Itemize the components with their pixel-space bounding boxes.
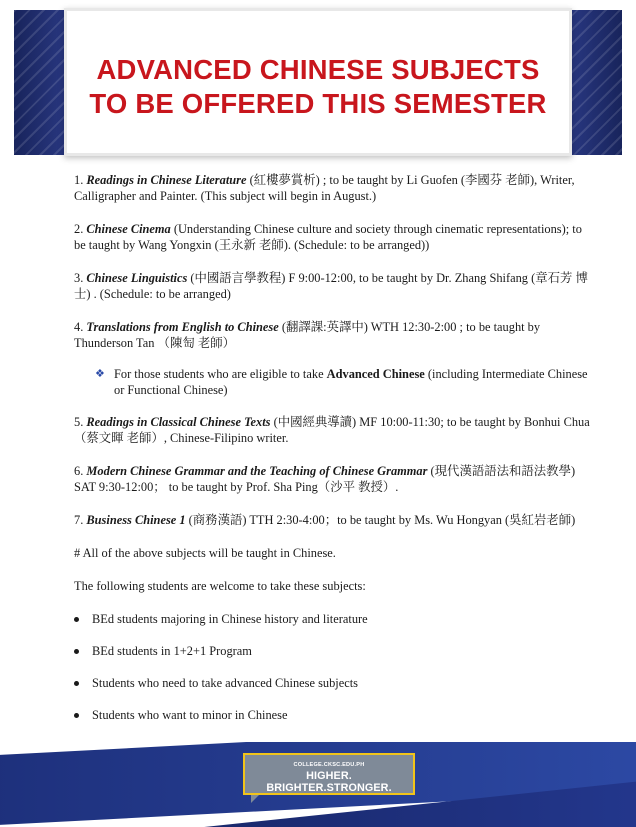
eligibility-note (95, 366, 594, 398)
list-item: BEd students majoring in Chinese history and literature (74, 611, 594, 627)
page-title-line2: TO BE OFFERED THIS SEMESTER (89, 88, 547, 119)
college-url: COLLEGE.CKSC.EDU.PH (293, 762, 365, 768)
note-suffix: (including Intermediate Chinese or Functional Chinese) (114, 367, 588, 397)
page-title-line1: ADVANCED CHINESE SUBJECTS (96, 54, 540, 85)
subject-details: (中國經典導讀) MF 10:00-11:30; to be taught by Bonhui Chua （蔡文暉 老師）, Chinese-Filipino writer. (74, 415, 590, 445)
note-bold: Advanced Chinese (326, 367, 425, 381)
subject-item-3 (74, 270, 594, 302)
subject-title: Chinese Cinema (86, 222, 171, 236)
welcome-text: The following students are welcome to take these subjects: (74, 579, 366, 593)
subject-item-1 (74, 172, 594, 204)
subject-title: Readings in Chinese Literature (86, 173, 247, 187)
subject-title: Modern Chinese Grammar and the Teaching of Chinese Grammar (86, 464, 428, 478)
note-prefix: For those students who are eligible to take (114, 367, 327, 381)
subject-number: 7. (74, 513, 84, 527)
college-badge (243, 753, 415, 795)
bullet-icon (74, 681, 79, 686)
subject-item-7 (74, 512, 594, 528)
subject-title: Chinese Linguistics (86, 271, 188, 285)
footer (0, 742, 636, 827)
subject-details: (商務漢語) TTH 2:30-4:00；to be taught by Ms. Wu Hongyan (吳紅岩老師) (185, 513, 576, 527)
subject-list (74, 172, 594, 739)
subject-details: (中國語言學教程) F 9:00-12:00, to be taught by Dr. Zhang Shifang (章石芳 博士) . (Schedule: to be arranged) (74, 271, 588, 301)
subject-number: 4. (74, 320, 84, 334)
language-note: # All of the above subjects will be taught in Chinese. (74, 546, 336, 560)
subject-details: (Understanding Chinese culture and society through cinematic representations); to be taught by Wang Yongxin (王永新 老師). (Schedule: to be arranged)) (74, 222, 582, 252)
page-title (67, 53, 569, 121)
eligible-students-list (74, 611, 594, 723)
subject-item-4 (74, 319, 594, 351)
subject-number: 1. (74, 173, 84, 187)
subject-details: (翻譯課:英譯中) WTH 12:30-2:00 ; to be taught by Thunderson Tan （陳匋 老師） (74, 320, 541, 350)
subject-item-2 (74, 221, 594, 253)
bullet-icon (74, 713, 79, 718)
subject-title: Translations from English to Chinese (86, 320, 279, 334)
subject-details: (現代漢語語法和語法教學) SAT 9:30-12:00； to be taught by Prof. Sha Ping（沙平 教授）. (74, 464, 576, 494)
list-item: BEd students in 1+2+1 Program (74, 643, 594, 659)
list-item: Students who need to take advanced Chinese subjects (74, 675, 594, 691)
bullet-icon (74, 649, 79, 654)
header-card (64, 8, 572, 156)
list-item: Students who want to minor in Chinese (74, 707, 594, 723)
subject-details: (紅樓夢賞析) ; to be taught by Li Guofen (李國芬 老師), Writer, Calligrapher and Painter. (This subject will begin in August.) (74, 173, 575, 203)
bullet-icon (74, 617, 79, 622)
subject-number: 5. (74, 415, 84, 429)
subject-item-6 (74, 463, 594, 495)
subject-number: 2. (74, 222, 84, 236)
subject-title: Readings in Classical Chinese Texts (86, 415, 271, 429)
college-tagline: HIGHER. BRIGHTER.STRONGER. (266, 770, 392, 794)
subject-title: Business Chinese 1 (86, 513, 186, 527)
subject-number: 3. (74, 271, 84, 285)
subject-number: 6. (74, 464, 84, 478)
badge-tail (251, 795, 259, 803)
subject-item-5 (74, 414, 594, 446)
diamond-bullet-icon: ❖ (95, 368, 105, 380)
